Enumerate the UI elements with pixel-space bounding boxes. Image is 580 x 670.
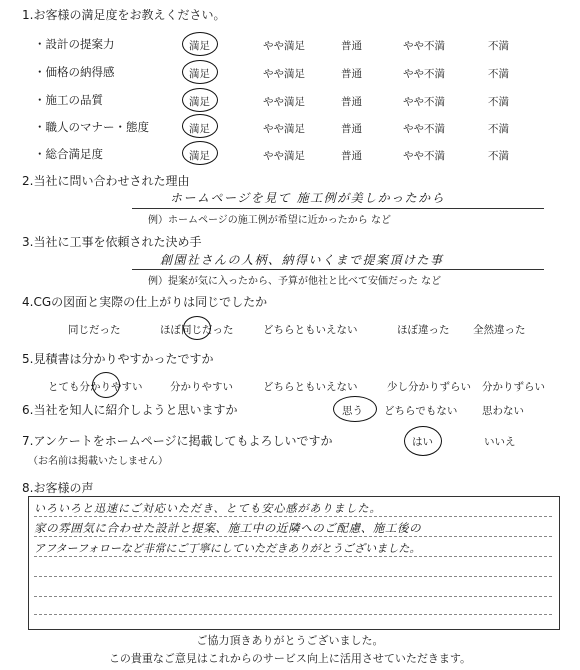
q8-comment-line: 家の雰囲気に合わせた設計と提案、施工中の近隣へのご配慮、施工後の [34,521,422,535]
q3-title: 3.当社に工事を依頼された決め手 [22,235,202,249]
q1-row-option[interactable]: やや不満 [403,123,445,135]
q3-example: 例）提案が気に入ったから、予算が他社と比べて安価だった など [148,276,442,287]
q1-selection-circle [182,88,218,112]
q7-note: （お名前は掲載いたしません） [28,456,168,467]
q5-title: 5.見積書は分かりやすかったですか [22,352,214,366]
q8-ruled-line [34,536,552,537]
q3-answer-line [132,269,544,270]
q8-ruled-line [34,516,552,517]
q1-row-option[interactable]: 普通 [341,150,362,162]
q8-comment-line: いろいろと迅速にご対応いただき、とても安心感がありました。 [34,502,382,515]
q1-row-option[interactable]: やや不満 [403,96,445,108]
q5-option[interactable]: 分かりずらい [482,381,545,393]
q4-option[interactable]: 全然違った [473,324,526,336]
q4-option[interactable]: どちらともいえない [263,324,358,336]
q4-selection-circle [183,316,211,340]
q1-row-option[interactable]: 満足 [189,40,210,52]
q7-option[interactable]: はい [412,436,433,448]
q1-row-option[interactable]: やや不満 [403,68,445,80]
q8-ruled-line [34,596,552,597]
q1-row-option[interactable]: 不満 [488,150,509,162]
q8-comment-line: アフターフォローなど非常にご丁寧にしていただきありがとうございました。 [34,542,421,555]
q8-ruled-line [34,576,552,577]
q2-answer[interactable]: ホームページを見て 施工例が美しかったから [170,191,446,205]
q1-row-option[interactable]: 普通 [341,123,362,135]
q1-row-option[interactable]: やや満足 [263,40,305,52]
q1-row-option[interactable]: 普通 [341,40,362,52]
q3-answer[interactable]: 創園社さんの人柄、納得いくまで提案頂けた事 [160,253,444,267]
q1-row-label: ・価格の納得感 [34,65,115,79]
q1-row-option[interactable]: 満足 [189,123,210,135]
q1-row-option[interactable]: 不満 [488,96,509,108]
q1-row-option[interactable]: 不満 [488,68,509,80]
q1-row-option[interactable]: 普通 [341,68,362,80]
q5-selection-circle [92,372,120,398]
q1-row-option[interactable]: やや不満 [403,40,445,52]
q1-row-label: ・職人のマナー・態度 [34,120,149,134]
q6-title: 6.当社を知人に紹介しようと思いますか [22,403,238,417]
footer-note: この貴重なご意見はこれからのサービス向上に活用させていただきます。 [108,652,472,665]
q4-option[interactable]: ほぼ違った [397,324,450,336]
q4-option[interactable]: ほぼ同じだった [160,324,234,336]
q1-row-label: ・施工の品質 [34,93,103,107]
q7-option[interactable]: いいえ [484,436,516,448]
q5-option[interactable]: 分かりやすい [170,381,233,393]
q6-option[interactable]: 思わない [482,405,524,417]
q1-row-option[interactable]: やや満足 [263,68,305,80]
q2-answer-line [132,208,544,209]
q1-row-option[interactable]: 満足 [189,96,210,108]
q1-selection-circle [182,32,218,56]
q2-title: 2.当社に問い合わせされた理由 [22,174,190,188]
q1-row-label: ・設計の提案力 [34,37,115,51]
q1-row-option[interactable]: 不満 [488,40,509,52]
q1-selection-circle [182,114,218,138]
q1-row-option[interactable]: 満足 [189,150,210,162]
q5-option[interactable]: とても分かりやすい [48,381,143,393]
q8-ruled-line [34,556,552,557]
q6-option[interactable]: 思う [342,405,363,417]
q1-row-option[interactable]: 普通 [341,96,362,108]
q1-row-option[interactable]: やや満足 [263,150,305,162]
q1-row-option[interactable]: やや不満 [403,150,445,162]
q1-row-option[interactable]: 満足 [189,68,210,80]
q8-ruled-line [34,614,552,615]
q2-example: 例）ホームページの施工例が希望に近かったから など [148,215,391,226]
q1-row-option[interactable]: 不満 [488,123,509,135]
q7-selection-circle [404,426,442,456]
q5-option[interactable]: どちらともいえない [263,381,358,393]
q1-row-option[interactable]: やや満足 [263,96,305,108]
q1-selection-circle [182,60,218,84]
q8-title: 8.お客様の声 [22,481,94,495]
q1-title: 1.お客様の満足度をお教えください。 [22,8,226,22]
q6-option[interactable]: どちらでもない [384,405,458,417]
q4-option[interactable]: 同じだった [68,324,121,336]
q1-row-label: ・総合満足度 [34,147,103,161]
q1-row-option[interactable]: やや満足 [263,123,305,135]
q5-option[interactable]: 少し分かりずらい [387,381,471,393]
q7-title: 7.アンケートをホームページに掲載してもよろしいですか [22,434,333,448]
q4-title: 4.CGの図面と実際の仕上がりは同じでしたか [22,295,268,309]
footer-thanks: ご協力頂きありがとうございました。 [196,634,384,647]
q6-selection-circle [333,396,377,422]
q1-selection-circle [182,141,218,165]
